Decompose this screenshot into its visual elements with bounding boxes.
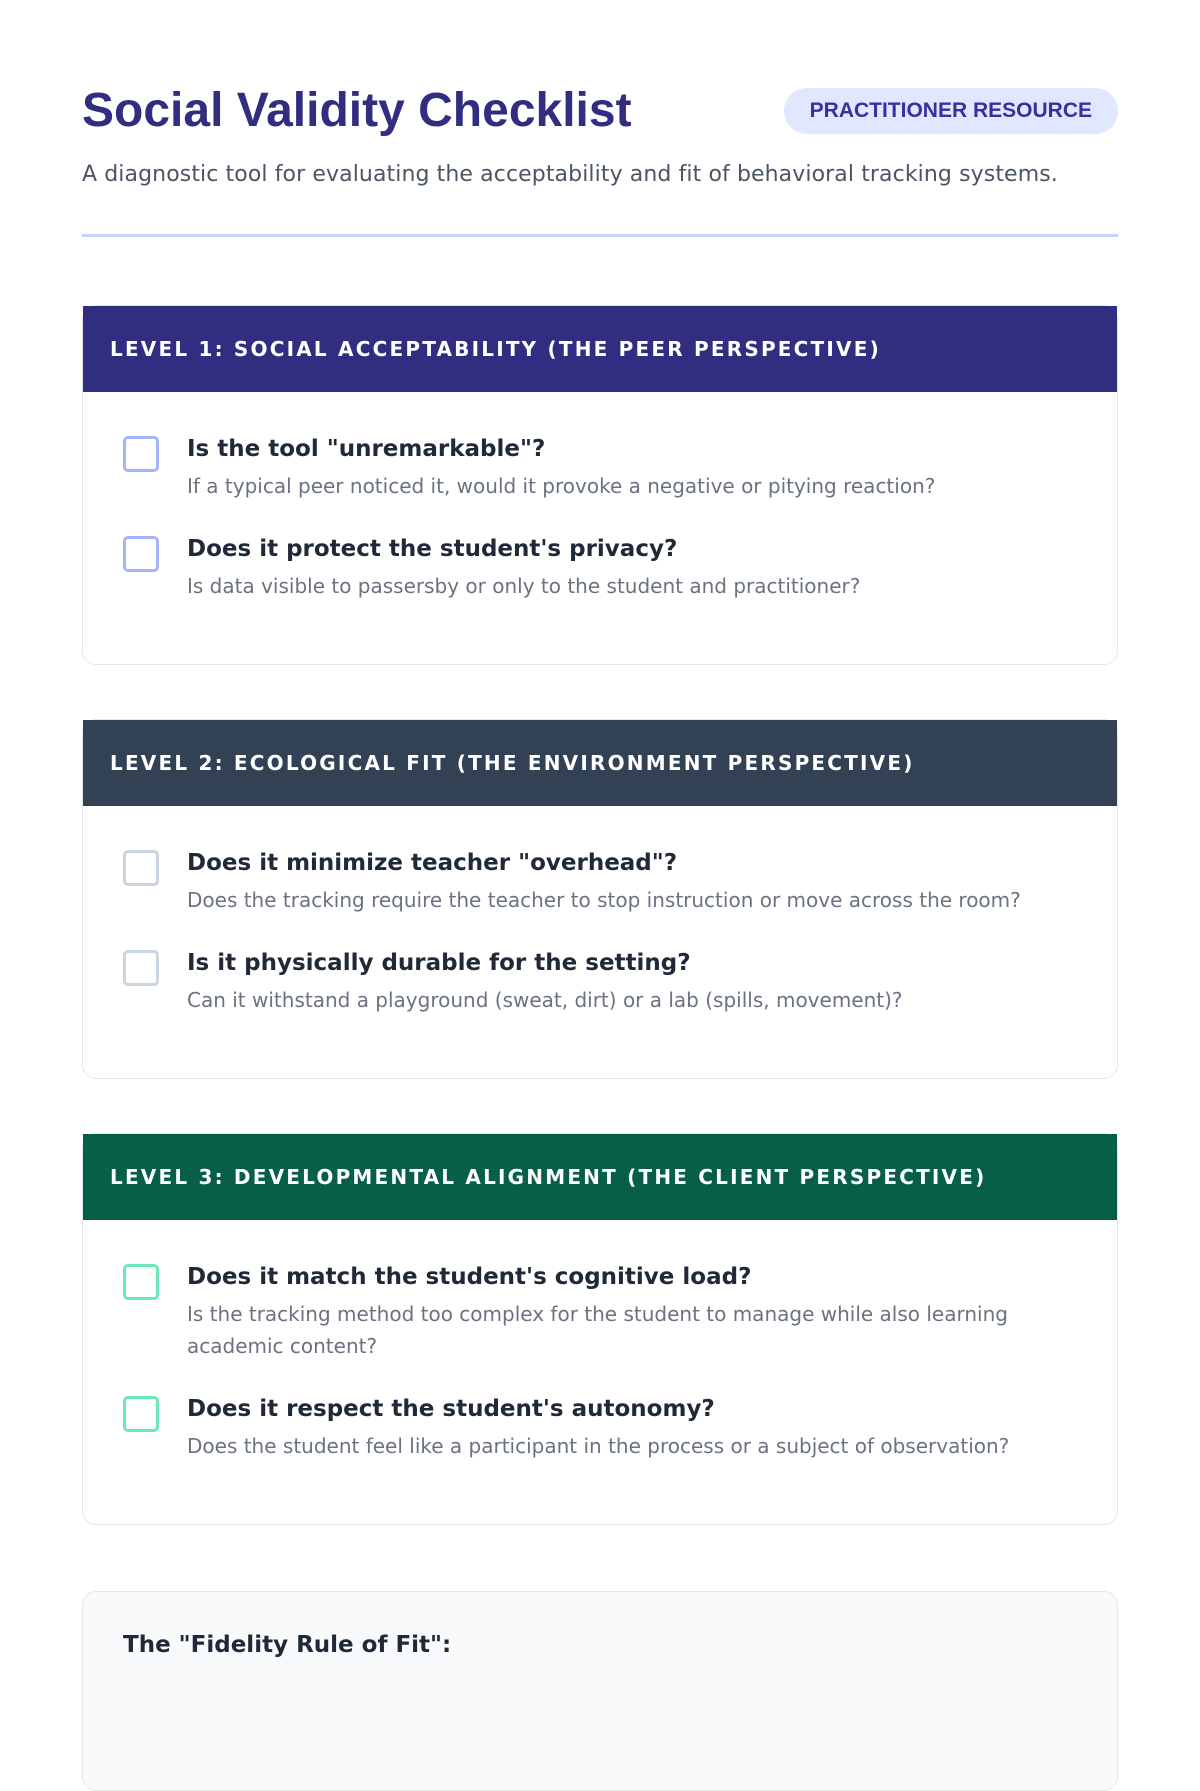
item-text	[187, 534, 1077, 602]
header-divider	[82, 234, 1118, 237]
fidelity-rule-box	[82, 1591, 1118, 1791]
item-question: Is the tool "unremarkable"?	[187, 436, 546, 462]
checklist-item	[123, 948, 1077, 1016]
item-hint: Can it withstand a playground (sweat, dirt) or a lab (spills, movement)?	[187, 988, 903, 1012]
item-text	[187, 1394, 1077, 1462]
item-hint: Does the tracking require the teacher to stop instruction or move across the room?	[187, 888, 1021, 912]
item-text	[187, 948, 1077, 1016]
resource-badge: PRACTITIONER RESOURCE	[784, 88, 1118, 134]
section-body	[83, 806, 1117, 1078]
item-hint: Is the tracking method too complex for the student to manage while also learning academic content?	[187, 1302, 1008, 1358]
fidelity-rule-title: The "Fidelity Rule of Fit":	[123, 1632, 452, 1658]
item-text	[187, 848, 1077, 916]
page-title: Social Validity Checklist	[82, 84, 632, 137]
section-heading: LEVEL 3: DEVELOPMENTAL ALIGNMENT (THE CLIENT PERSPECTIVE)	[83, 1134, 1117, 1220]
checklist-item	[123, 434, 1077, 502]
checklist-item	[123, 848, 1077, 916]
section-level-1	[82, 305, 1118, 665]
item-question: Does it minimize teacher "overhead"?	[187, 850, 678, 876]
checklist-item	[123, 534, 1077, 602]
title-row	[82, 80, 1118, 142]
item-hint: Is data visible to passersby or only to the student and practitioner?	[187, 574, 861, 598]
checkbox[interactable]	[123, 950, 159, 986]
section-body	[83, 392, 1117, 664]
item-text	[187, 1262, 1077, 1362]
section-heading: LEVEL 2: ECOLOGICAL FIT (THE ENVIRONMENT PERSPECTIVE)	[83, 720, 1117, 806]
item-question: Is it physically durable for the setting?	[187, 950, 691, 976]
checkbox[interactable]	[123, 1396, 159, 1432]
checkbox[interactable]	[123, 850, 159, 886]
item-text	[187, 434, 1077, 502]
checklist-item	[123, 1262, 1077, 1362]
section-body	[83, 1220, 1117, 1524]
checkbox[interactable]	[123, 1264, 159, 1300]
item-question: Does it protect the student's privacy?	[187, 536, 678, 562]
page-subtitle: A diagnostic tool for evaluating the acceptability and fit of behavioral tracking systems.	[82, 162, 1058, 187]
section-level-3	[82, 1133, 1118, 1525]
item-hint: Does the student feel like a participant in the process or a subject of observation?	[187, 1434, 1010, 1458]
checklist-item	[123, 1394, 1077, 1462]
checkbox[interactable]	[123, 436, 159, 472]
item-hint: If a typical peer noticed it, would it provoke a negative or pitying reaction?	[187, 474, 936, 498]
page-header	[82, 0, 1118, 237]
item-question: Does it respect the student's autonomy?	[187, 1396, 715, 1422]
section-level-2	[82, 719, 1118, 1079]
section-heading: LEVEL 1: SOCIAL ACCEPTABILITY (THE PEER PERSPECTIVE)	[83, 306, 1117, 392]
checkbox[interactable]	[123, 536, 159, 572]
item-question: Does it match the student's cognitive load?	[187, 1264, 752, 1290]
